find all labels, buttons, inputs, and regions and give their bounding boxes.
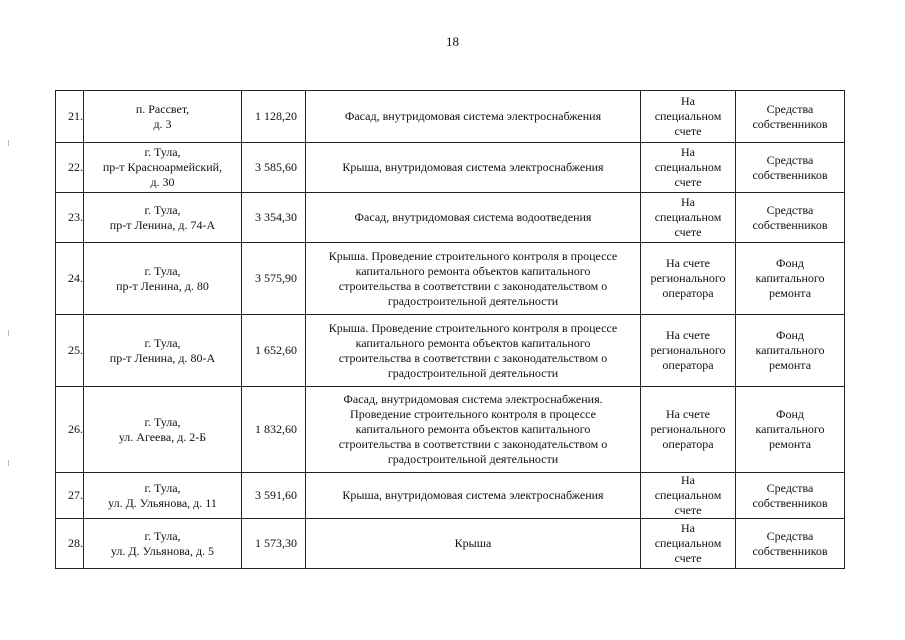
- work-type-cell: [306, 519, 641, 569]
- account-cell-line: На: [681, 145, 695, 159]
- account-cell: [641, 387, 736, 473]
- address-line: д. 30: [150, 175, 175, 189]
- row-number: 22.: [56, 143, 84, 193]
- row-number: 28.: [56, 519, 84, 569]
- account-cell-line: регионального: [650, 422, 726, 436]
- table-row: [56, 473, 845, 519]
- funding-source-cell: [736, 315, 845, 387]
- funding-source-cell: [736, 387, 845, 473]
- area-cell: 1 128,20: [242, 91, 306, 143]
- funding-source-cell-line: Средства: [766, 202, 814, 217]
- funding-source-cell-line: Фонд: [775, 407, 804, 421]
- address-line: пр-т Красноармейский,: [102, 160, 223, 174]
- account-cell: [641, 473, 736, 519]
- account-cell-line: счете: [674, 124, 702, 138]
- funding-source-cell-line: ремонта: [768, 437, 812, 451]
- address-line: ул. Агеева, д. 2-Б: [118, 429, 207, 444]
- work-type-cell-line: Фасад, внутридомовая система электроснабжения.: [343, 392, 603, 406]
- area-cell: 3 354,30: [242, 193, 306, 243]
- row-number: 23.: [56, 193, 84, 243]
- account-cell: [641, 91, 736, 143]
- work-type-cell-line: Крыша, внутридомовая система электроснабжения: [342, 160, 604, 174]
- address-cell: [84, 91, 242, 143]
- funding-source-cell-line: собственников: [752, 495, 828, 510]
- area-cell: 1 652,60: [242, 315, 306, 387]
- work-type-cell-line: градостроительной деятельности: [387, 293, 559, 308]
- funding-source-cell-line: Фонд: [775, 256, 804, 270]
- funding-source-cell-line: капитального: [755, 422, 825, 436]
- area-cell: 3 585,60: [242, 143, 306, 193]
- funding-source-cell-line: ремонта: [768, 286, 812, 300]
- account-cell-line: счете: [674, 503, 702, 517]
- funding-source-cell-line: Фонд: [775, 328, 804, 342]
- address-line: ул. Д. Ульянова, д. 5: [110, 543, 215, 558]
- funding-source-cell-line: Средства: [766, 152, 814, 167]
- table-row: [56, 91, 845, 143]
- account-cell-line: На: [681, 94, 695, 108]
- work-type-cell: [306, 143, 641, 193]
- work-type-cell-line: Проведение строительного контроля в процессе: [350, 407, 596, 421]
- table-row: [56, 315, 845, 387]
- table-row: [56, 143, 845, 193]
- address-line: г. Тула,: [144, 480, 181, 495]
- account-cell-line: специальном: [654, 109, 722, 123]
- account-cell-line: На счете: [665, 328, 710, 342]
- row-number: 21.: [56, 91, 84, 143]
- address-line: п. Рассвет,: [135, 101, 190, 116]
- account-cell-line: На счете: [665, 407, 710, 421]
- address-line: пр-т Ленина, д. 80-А: [109, 350, 216, 365]
- address-line: пр-т Ленина, д. 74-А: [109, 217, 216, 232]
- address-line: г. Тула,: [144, 335, 181, 350]
- scan-mark: [8, 140, 9, 146]
- address-cell: [84, 473, 242, 519]
- account-cell-line: специальном: [654, 536, 722, 550]
- work-type-cell-line: Крыша: [454, 536, 492, 550]
- address-line: г. Тула,: [144, 145, 181, 159]
- work-type-cell: [306, 193, 641, 243]
- funding-source-cell: [736, 473, 845, 519]
- row-number: 24.: [56, 243, 84, 315]
- area-cell: 1 832,60: [242, 387, 306, 473]
- work-type-cell: [306, 315, 641, 387]
- row-number: 26.: [56, 387, 84, 473]
- account-cell-line: специальном: [654, 488, 722, 502]
- address-cell: [84, 315, 242, 387]
- work-type-cell-line: капитального ремонта объектов капитального: [355, 263, 591, 278]
- table-row: [56, 519, 845, 569]
- address-line: пр-т Ленина, д. 80: [116, 278, 209, 293]
- account-cell-line: регионального: [650, 271, 726, 285]
- work-type-cell: [306, 91, 641, 143]
- work-type-cell-line: Крыша. Проведение строительного контроля в процессе: [328, 320, 618, 335]
- account-cell-line: На счете: [665, 256, 710, 270]
- address-line: г. Тула,: [144, 202, 181, 217]
- work-type-cell-line: строительства в соответствии с законодательством о: [338, 350, 608, 365]
- funding-source-cell-line: собственников: [752, 217, 828, 232]
- funding-source-cell: [736, 143, 845, 193]
- account-cell: [641, 519, 736, 569]
- account-cell: [641, 243, 736, 315]
- table-row: [56, 193, 845, 243]
- address-cell: [84, 387, 242, 473]
- area-cell: 3 591,60: [242, 473, 306, 519]
- account-cell-line: специальном: [654, 210, 722, 224]
- account-cell-line: оператора: [662, 358, 714, 372]
- funding-source-cell-line: собственников: [752, 167, 828, 182]
- account-cell-line: оператора: [662, 286, 714, 300]
- work-type-cell: [306, 473, 641, 519]
- work-type-cell-line: градостроительной деятельности: [387, 365, 559, 380]
- funding-source-cell: [736, 519, 845, 569]
- address-cell: [84, 193, 242, 243]
- work-type-cell-line: капитального ремонта объектов капитального: [355, 422, 591, 436]
- funding-source-cell-line: Средства: [766, 528, 814, 543]
- repair-schedule-table: [55, 90, 845, 569]
- account-cell-line: специальном: [654, 160, 722, 174]
- account-cell-line: счете: [674, 175, 702, 189]
- address-line: г. Тула,: [144, 263, 181, 278]
- account-cell-line: На: [681, 521, 695, 535]
- scan-mark: [8, 330, 9, 336]
- account-cell-line: счете: [674, 225, 702, 239]
- funding-source-cell-line: Средства: [766, 101, 814, 116]
- area-cell: 1 573,30: [242, 519, 306, 569]
- account-cell: [641, 315, 736, 387]
- work-type-cell: [306, 243, 641, 315]
- work-type-cell-line: строительства в соответствии с законодательством о: [338, 278, 608, 293]
- area-cell: 3 575,90: [242, 243, 306, 315]
- work-type-cell-line: Фасад, внутридомовая система водоотведения: [354, 210, 592, 224]
- scan-mark: [8, 460, 9, 466]
- account-cell: [641, 193, 736, 243]
- account-cell-line: оператора: [662, 437, 714, 451]
- address-cell: [84, 143, 242, 193]
- work-type-cell-line: Крыша, внутридомовая система электроснабжения: [342, 488, 604, 502]
- account-cell-line: На: [681, 195, 695, 209]
- work-type-cell-line: Фасад, внутридомовая система электроснабжения: [344, 109, 602, 123]
- work-type-cell-line: Крыша. Проведение строительного контроля в процессе: [328, 248, 618, 263]
- work-type-cell-line: капитального ремонта объектов капитального: [355, 335, 591, 350]
- funding-source-cell-line: капитального: [755, 343, 825, 357]
- address-line: г. Тула,: [144, 528, 181, 543]
- funding-source-cell: [736, 91, 845, 143]
- work-type-cell-line: строительства в соответствии с законодательством о: [338, 437, 608, 451]
- address-line: д. 3: [153, 116, 172, 131]
- address-cell: [84, 519, 242, 569]
- funding-source-cell-line: ремонта: [768, 358, 812, 372]
- funding-source-cell-line: собственников: [752, 543, 828, 558]
- row-number: 25.: [56, 315, 84, 387]
- account-cell-line: счете: [674, 551, 702, 565]
- address-cell: [84, 243, 242, 315]
- work-type-cell: [306, 387, 641, 473]
- funding-source-cell-line: Средства: [766, 480, 814, 495]
- row-number: 27.: [56, 473, 84, 519]
- funding-source-cell: [736, 193, 845, 243]
- funding-source-cell: [736, 243, 845, 315]
- account-cell: [641, 143, 736, 193]
- address-line: ул. Д. Ульянова, д. 11: [108, 495, 217, 510]
- table-row: [56, 387, 845, 473]
- funding-source-cell-line: собственников: [752, 116, 828, 131]
- account-cell-line: регионального: [650, 343, 726, 357]
- funding-source-cell-line: капитального: [755, 271, 825, 285]
- address-line: г. Тула,: [144, 414, 181, 429]
- work-type-cell-line: градостроительной деятельности: [387, 452, 559, 466]
- account-cell-line: На: [681, 473, 695, 487]
- page-number: 18: [446, 34, 459, 49]
- table-row: [56, 243, 845, 315]
